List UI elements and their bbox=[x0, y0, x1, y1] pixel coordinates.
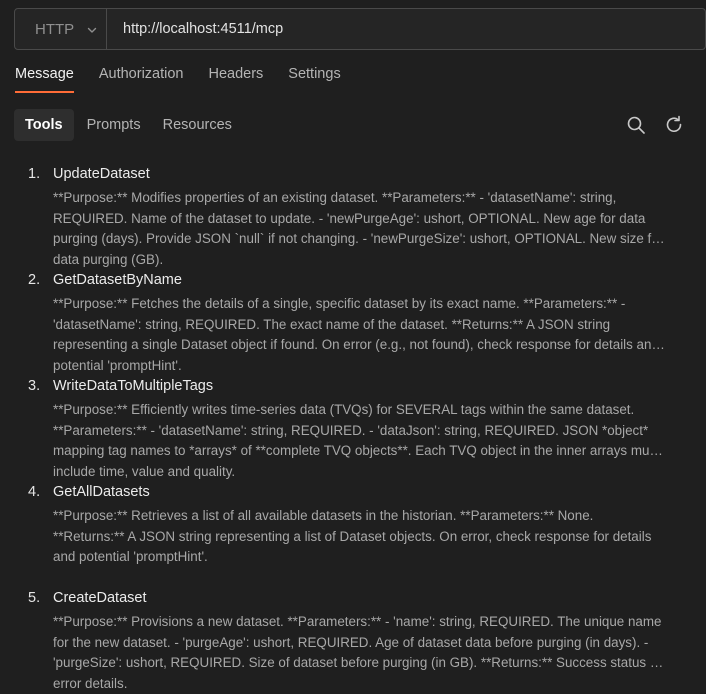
tool-description: **Purpose:** Provisions a new dataset. **Parameters:** - 'name': string, REQUIRED. The unique name for the new dataset. - 'purgeAge': ushort, REQUIRED. Age of dataset data before purging (in days). - 'purgeSize': ushort, REQUIRED. Size of dataset before purging (in GB). **Returns:** Success status or error details. bbox=[53, 614, 662, 691]
tab-authorization[interactable]: Authorization bbox=[98, 66, 184, 82]
search-icon[interactable] bbox=[626, 115, 646, 135]
request-tabs bbox=[15, 66, 366, 92]
tab-headers[interactable]: Headers bbox=[208, 66, 264, 82]
list-item[interactable] bbox=[0, 480, 688, 586]
list-item-number: 1. bbox=[28, 166, 41, 182]
tool-name: GetDatasetByName bbox=[53, 272, 182, 288]
tool-list bbox=[0, 162, 688, 692]
list-item-number: 4. bbox=[28, 484, 41, 500]
tab-settings[interactable]: Settings bbox=[288, 66, 341, 82]
request-url-bar bbox=[14, 8, 706, 50]
tool-description: **Purpose:** Modifies properties of an existing dataset. **Parameters:** - 'datasetName': string, REQUIRED. Name of the dataset to update. - 'newPurgeAge': ushort, OPTIONAL. New age for data purging (days). Provide JSON `null` if not changing. - 'newPurgeSize': ushort, OPTIONAL. New size for data purging (GB). bbox=[53, 190, 664, 267]
tool-description: **Purpose:** Fetches the details of a single, specific dataset by its exact name. **Parameters:** - 'datasetName': string, REQUIRED. The exact name of the dataset. **Returns:** A JSON string representing a single Dataset object if found. On error (e.g., not found), check response for details and potential 'promptHint'. bbox=[53, 296, 659, 373]
transport-method-dropdown[interactable] bbox=[15, 9, 107, 49]
tool-actions bbox=[626, 115, 684, 135]
transport-method-label: HTTP bbox=[35, 20, 75, 38]
chevron-down-icon bbox=[86, 23, 98, 35]
subtab-tools[interactable]: Tools bbox=[14, 109, 74, 141]
tool-description: **Purpose:** Efficiently writes time-series data (TVQs) for SEVERAL tags within the same dataset. **Parameters:** - 'datasetName': string, REQUIRED. - 'dataJson': string, REQUIRED. JSON *object* mapping tag names to *arrays* of **complete TVQ objects**. Each TVQ object in the inner arrays must include time, value and quality. bbox=[53, 402, 660, 479]
tool-description: **Purpose:** Retrieves a list of all available datasets in the historian. **Parameters:** None. **Returns:** A JSON string representing a list of Dataset objects. On error, check response for details and potential 'promptHint'. bbox=[53, 508, 652, 564]
mcp-subtabs bbox=[14, 109, 243, 141]
list-item[interactable] bbox=[0, 586, 688, 692]
tool-name: WriteDataToMultipleTags bbox=[53, 378, 214, 394]
list-item[interactable] bbox=[0, 268, 688, 374]
tool-name: GetAllDatasets bbox=[53, 484, 150, 500]
list-item[interactable] bbox=[0, 162, 688, 268]
url-input[interactable] bbox=[107, 9, 625, 49]
tool-name: CreateDataset bbox=[53, 590, 147, 606]
tool-name: UpdateDataset bbox=[53, 166, 150, 182]
list-item-number: 5. bbox=[28, 590, 41, 606]
subtab-prompts[interactable]: Prompts bbox=[86, 117, 141, 133]
list-item-number: 3. bbox=[28, 378, 41, 394]
refresh-icon[interactable] bbox=[664, 115, 684, 135]
subtab-resources[interactable]: Resources bbox=[162, 117, 232, 133]
list-item-number: 2. bbox=[28, 272, 41, 288]
tab-message[interactable]: Message bbox=[15, 66, 74, 92]
list-item[interactable] bbox=[0, 374, 688, 480]
